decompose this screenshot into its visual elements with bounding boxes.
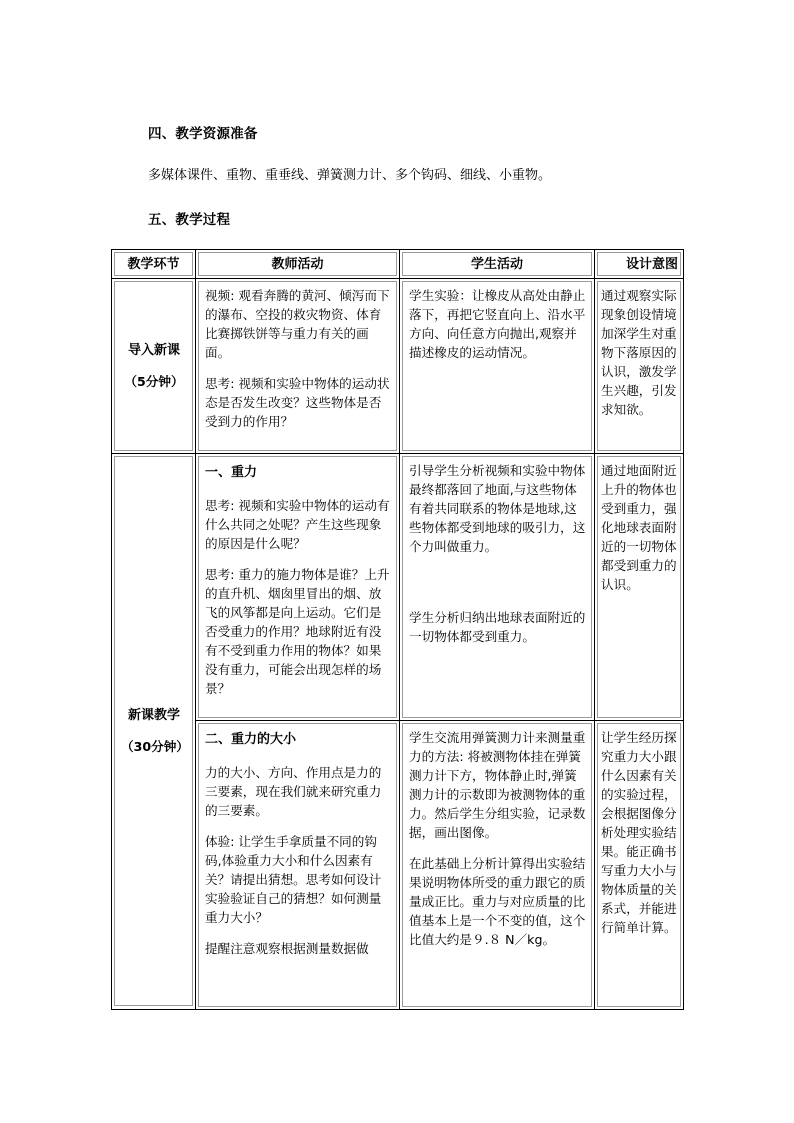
magnitude-student-result: 在此基础上分析计算得出实验结果说明物体所受的重力跟它的质量成正比。重力与对应质量的比值基本上是一个不变的值，这个比值大约是９.８ N／kg。	[409, 856, 586, 947]
gravity-design-intent: 通过地面附近上升的物体也受到重力，强化地球表面附近的一切物体都受到重力的认识。	[601, 463, 677, 592]
intro-design-intent: 通过观察实际现象创设情境加深学生对重物下落原因的认识，激发学生兴趣，引发求知欲。	[601, 288, 677, 417]
teaching-process-table	[111, 249, 684, 1010]
magnitude-design-intent: 让学生经历探究重力大小跟什么因素有关的实验过程，会根据图像分析处理实验结果。能正确书写重力大小与物体质量的关系式，并能进行简单计算。	[601, 730, 677, 935]
gravity-student-conclusion: 学生分析归纳出地球表面附近的一切物体都受到重力。	[409, 610, 586, 644]
header-design-intent: 设计意图	[597, 252, 681, 276]
intro-teacher-question: 思考: 视频和实验中物体的运动状态是否发生改变？这些物体是否受到力的作用？	[205, 376, 390, 429]
gravity-teacher-question-1: 思考: 视频和实验中物体的运动有什么共同之处呢？产生这些现象的原因是什么呢？	[205, 498, 390, 551]
intro-stage-name: 导入新课	[127, 343, 180, 358]
new-stage-name: 新课教学	[127, 708, 180, 723]
new-stage-time: （30分钟）	[121, 739, 189, 754]
resources-section-title: 四、教学资源准备	[148, 126, 258, 142]
resources-text: 多媒体课件、重物、重垂线、弹簧测力计、多个钩码、细线、小重物。	[148, 168, 552, 183]
magnitude-teacher-intro: 力的大小、方向、作用点是力的三要素，现在我们就来研究重力的三要素。	[205, 765, 382, 818]
magnitude-student-method: 学生交流用弹簧测力计来测量重力的方法: 将被测物体挂在弹簧测力计下方，物体静止时,弹簧测力计的示数即为被测物体的重力。然后学生分组实验，记录数据，画出图像。	[409, 730, 586, 840]
header-teacher-activity: 教师活动	[198, 252, 397, 276]
header-stage: 教学环节	[114, 252, 193, 276]
table-row-gravity	[112, 454, 684, 721]
table-row-gravity-magnitude	[112, 721, 684, 1010]
process-section-title: 五、教学过程	[148, 212, 231, 228]
magnitude-teacher-experience: 体验: 让学生手拿质量不同的钩码,体验重力大小和什么因素有关？请提出猜想。思考如何设计实验验证自己的猜想？如何测量重力大小？	[205, 834, 382, 925]
table-row-intro	[112, 279, 684, 454]
header-student-activity: 学生活动	[402, 252, 592, 276]
table-header-row	[112, 250, 684, 279]
intro-stage-time: （5分钟）	[124, 374, 184, 389]
gravity-heading: 一、重力	[205, 465, 258, 480]
magnitude-teacher-reminder: 提醒注意观察根据测量数据做	[205, 941, 369, 956]
intro-student-experiment: 学生实验：让橡皮从高处由静止落下，再把它竖直向上、沿水平方向、向任意方向抛出,观察并描述橡皮的运动情况。	[409, 288, 586, 360]
intro-teacher-video: 视频: 观看奔腾的黄河、倾泻而下的瀑布、空投的救灾物资、体育比赛掷铁饼等与重力有关的画面。	[205, 288, 390, 360]
magnitude-heading: 二、重力的大小	[205, 732, 297, 747]
gravity-student-analysis: 引导学生分析视频和实验中物体最终都落回了地面,与这些物体有着共同联系的物体是地球,这些物体都受到地球的吸引力，这个力叫做重力。	[409, 463, 586, 554]
gravity-teacher-question-2: 思考: 重力的施力物体是谁？上升的直升机、烟囱里冒出的烟、放飞的风筝都是向上运动。它们是否受重力的作用？地球附近有没有不受到重力作用的物体？如果没有重力，可能会出现怎样的场景？	[205, 567, 390, 696]
